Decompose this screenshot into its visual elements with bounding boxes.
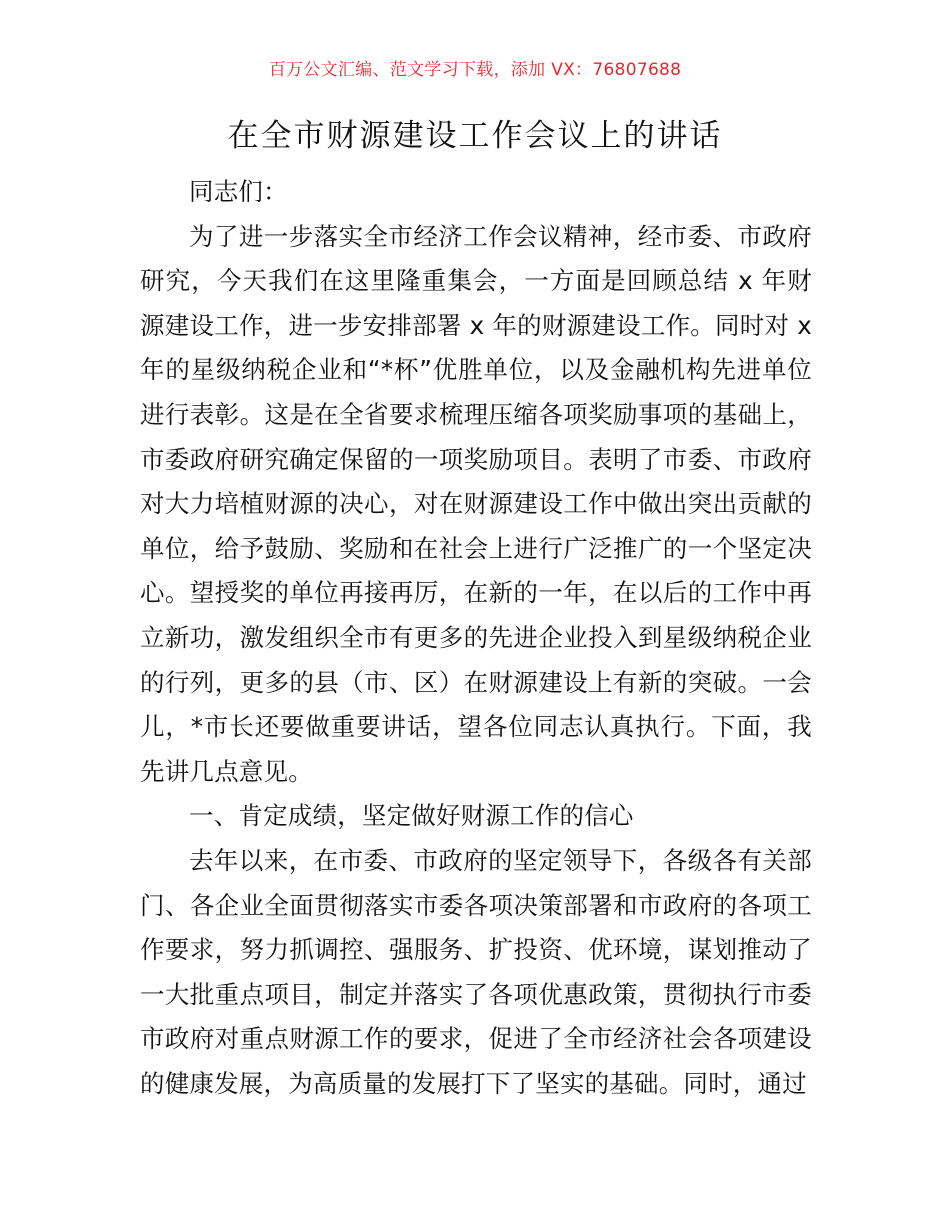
paragraph-intro: 为了进一步落实全市经济工作会议精神，经市委、市政府研究，今天我们在这里隆重集会，一方面是回顾总结 x 年财源建设工作，进一步安排部署 x 年的财源建设工作。同时对 x 年的星级纳税企业和“*杯”优胜单位，以及金融机构先进单位进行表彰。这是在全省要求梳理压缩各项奖励事项的基础上，市委政府研究确定保留的一项奖励项目。表明了市委、市政府对大力培植财源的决心，对在财源建设工作中做出突出贡献的单位，给予鼓励、奖励和在社会上进行广泛推广的一个坚定决心。望授奖的单位再接再厉，在新的一年，在以后的工作中再立新功，激发组织全市有更多的先进企业投入到星级纳税企业的行列，更多的县（市、区）在财源建设上有新的突破。一会儿，*市长还要做重要讲话，望各位同志认真执行。下面，我先讲几点意见。 — [140, 221, 812, 786]
section-heading-1: 一、肯定成绩，坚定做好财源工作的信心 — [189, 801, 634, 831]
download-banner: 百万公文汇编、范文学习下载，添加 VX：76807688 — [268, 60, 682, 80]
document-body — [140, 170, 812, 1106]
salutation: 同志们： — [189, 177, 288, 206]
paragraph-achievements: 去年以来，在市委、市政府的坚定领导下，各级各有关部门、各企业全面贯彻落实市委各项决策部署和市政府的各项工作要求，努力抓调控、强服务、扩投资、优环境，谋划推动了一大批重点项目，制定并落实了各项优惠政策，贯彻执行市委市政府对重点财源工作的要求，促进了全市经济社会各项建设的健康发展，为高质量的发展打下了坚实的基础。同时，通过 — [140, 845, 812, 1098]
page-title: 在全市财源建设工作会议上的讲话 — [227, 118, 723, 154]
